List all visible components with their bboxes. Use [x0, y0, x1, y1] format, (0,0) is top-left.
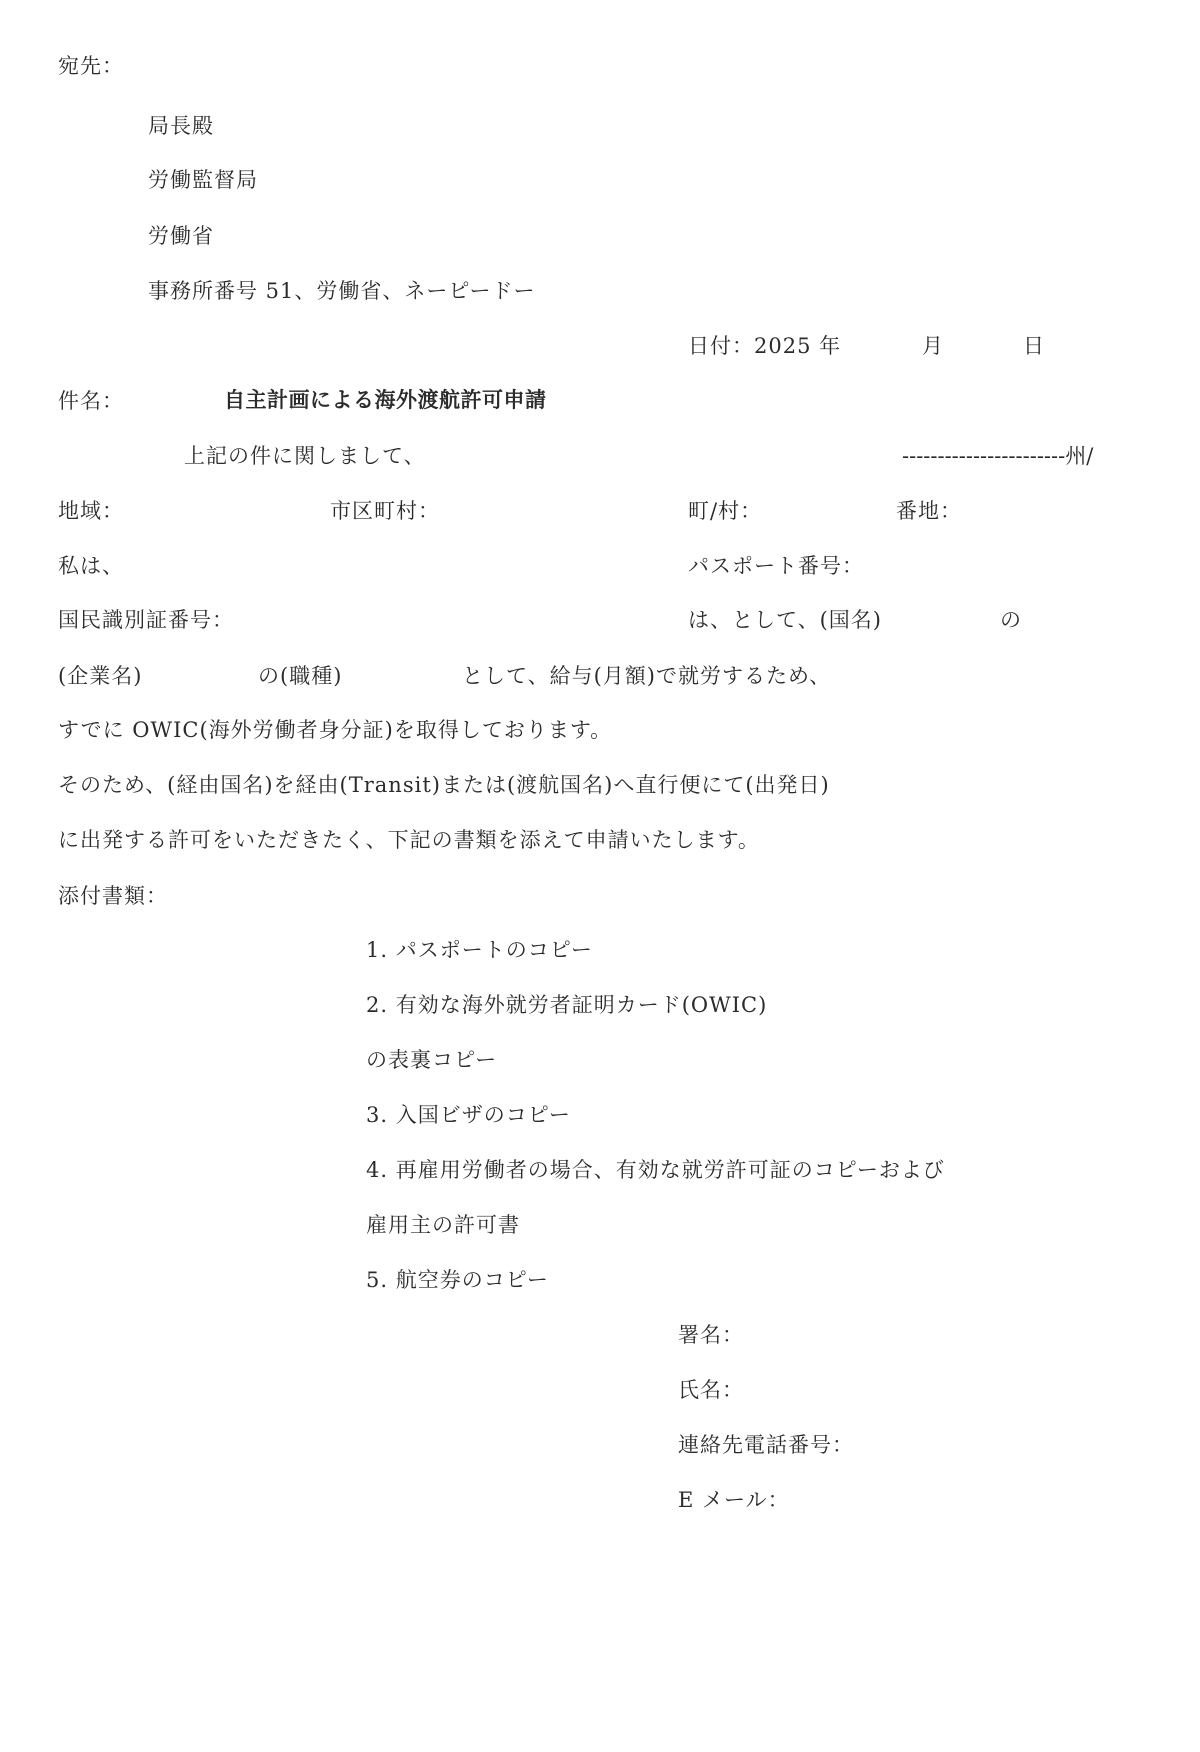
request-line: に出発する許可をいただきたく、下記の書類を添えて申請いたします。 [58, 828, 760, 852]
name-label: 氏名： [678, 1378, 744, 1402]
subject-title: 自主計画による海外渡航許可申請 [224, 388, 547, 412]
region-label: 地域： [58, 499, 124, 523]
recipient-label: 宛先： [58, 54, 124, 78]
attachment-item: 雇用主の許可書 [366, 1213, 520, 1237]
house-number-label: 番地： [896, 499, 962, 523]
i-label: 私は、 [58, 554, 124, 578]
nrc-number-label: 国民識別証番号： [58, 608, 234, 632]
of-text: の [1000, 608, 1022, 632]
attachment-item: 5. 航空券のコピー [366, 1268, 549, 1292]
attachment-item: 4. 再雇用労働者の場合、有効な就労許可証のコピーおよび [366, 1158, 945, 1182]
attachment-item: 2. 有効な海外就労者証明カード(OWIC) [366, 993, 768, 1017]
intro-text: 上記の件に関しまして、 [184, 444, 426, 468]
recipient-line: 局長殿 [148, 114, 214, 138]
company-name-text: (企業名) [58, 664, 143, 688]
transit-line: そのため、(経由国名)を経由(Transit)または(渡航国名)へ直行便にて(出発日) [58, 773, 830, 797]
owic-line: すでに OWIC(海外労働者身分証)を取得しております。 [58, 718, 613, 742]
recipient-line: 労働監督局 [148, 168, 258, 192]
signature-label: 署名： [678, 1323, 744, 1347]
job-title-text: の(職種) [258, 664, 343, 688]
village-label: 町/村： [688, 499, 763, 523]
attachment-item: 3. 入国ビザのコピー [366, 1103, 571, 1127]
salary-text: として、給与(月額)で就労するため、 [462, 664, 832, 688]
recipient-line: 労働省 [148, 224, 214, 248]
attachment-item: 1. パスポートのコピー [366, 938, 593, 962]
recipient-line: 事務所番号 51、労働省、ネーピードー [148, 279, 536, 303]
state-field: -----------------------州/ [902, 444, 1094, 468]
date-label: 日付：2025 年 [688, 334, 842, 358]
township-label: 市区町村： [330, 499, 440, 523]
subject-label: 件名： [58, 389, 124, 413]
attachments-label: 添付書類： [58, 884, 168, 908]
date-day: 日 [1023, 334, 1045, 358]
attachment-item: の表裏コピー [366, 1048, 498, 1072]
phone-label: 連絡先電話番号： [678, 1433, 854, 1457]
as-country-text: は、として、(国名) [688, 608, 882, 632]
passport-number-label: パスポート番号： [688, 554, 864, 578]
email-label: E メール： [678, 1488, 790, 1512]
date-month: 月 [922, 334, 944, 358]
